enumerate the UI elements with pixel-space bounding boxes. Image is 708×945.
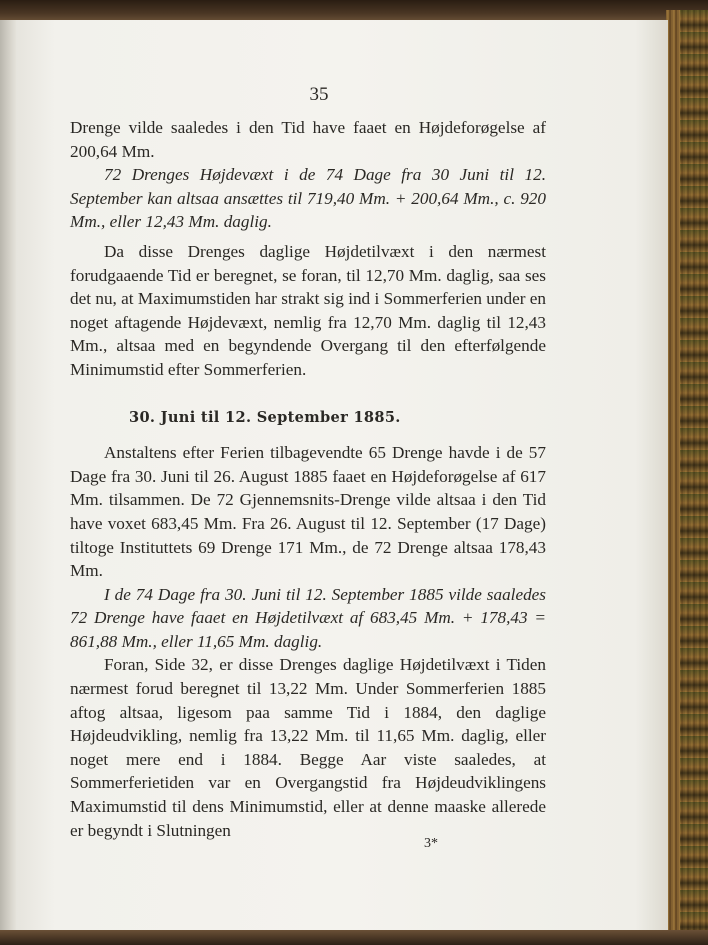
- paragraph-2: 72 Drenges Højdevæxt i de 74 Dage fra 30 Juni til 12. September kan altsaa ansættes til 719,40 Mm. + 200,64 Mm., c. 920 Mm., eller 12,43 Mm. daglig.: [70, 165, 546, 232]
- paragraph-6: Foran, Side 32, er disse Drenges daglige Højdetilvæxt i Tiden nærmest forud beregnet til 13,22 Mm. Under Sommerferien 1885 aftog altsaa, ligesom paa samme Tid i 1884, den daglige Højdeudvikling, nemlig fra 13,22 Mm. til 11,65 Mm. daglig, eller noget mere end i 1884. Begge Aar viste saaledes, at Sommerferietiden var en Overgangstid fra Højdeudviklingens Maximumstid til dens Minimumstid, eller at denne maaske allerede er begyndt i Slutningen: [70, 655, 546, 840]
- paragraph-5: I de 74 Dage fra 30. Juni til 12. September 1885 vilde saaledes 72 Drenge have faaet en Højdetilvæxt af 683,45 Mm. + 178,43 = 861,88 Mm., eller 11,65 Mm. daglig.: [70, 584, 546, 651]
- paragraph-1: Drenge vilde saaledes i den Tid have faaet en Højdeforøgelse af 200,64 Mm.: [70, 118, 546, 161]
- signature-mark: 3*: [424, 836, 438, 851]
- paragraph-3: Da disse Drenges daglige Højdetilvæxt i den nærmest forudgaaende Tid er beregnet, se foran, til 12,70 Mm. daglig, saa ses det nu, at Maximumstiden har strakt sig ind i Sommerferien under en noget aftagende Højdevæxt, nemlig fra 12,70 Mm. daglig til 12,43 Mm., altsaa med en begyndende Overgang til den efterfølgende Minimumstid efter Sommerferien.: [70, 241, 546, 379]
- page-text: [70, 116, 546, 842]
- page-number: 35: [309, 84, 329, 105]
- section-heading: 30. Juni til 12. September 1885.: [129, 408, 401, 426]
- book-binding-top: [0, 0, 708, 22]
- paragraph-4: Anstaltens efter Ferien tilbagevendte 65 Drenge havde i de 57 Dage fra 30. Juni til 26. August 1885 faaet en Højdeforøgelse af 617 Mm. tilsammen. De 72 Gjennemsnits-Drenge vilde altsaa i den Tid have voxet 683,45 Mm. Fra 26. August til 12. September (17 Dage) tiltoge Instituttets 69 Drenge 171 Mm., de 72 Drenge altsaa 178,43 Mm.: [70, 443, 546, 581]
- book-edge-right: [666, 10, 708, 945]
- book-binding-bottom: [0, 930, 708, 945]
- book-page: [16, 20, 668, 932]
